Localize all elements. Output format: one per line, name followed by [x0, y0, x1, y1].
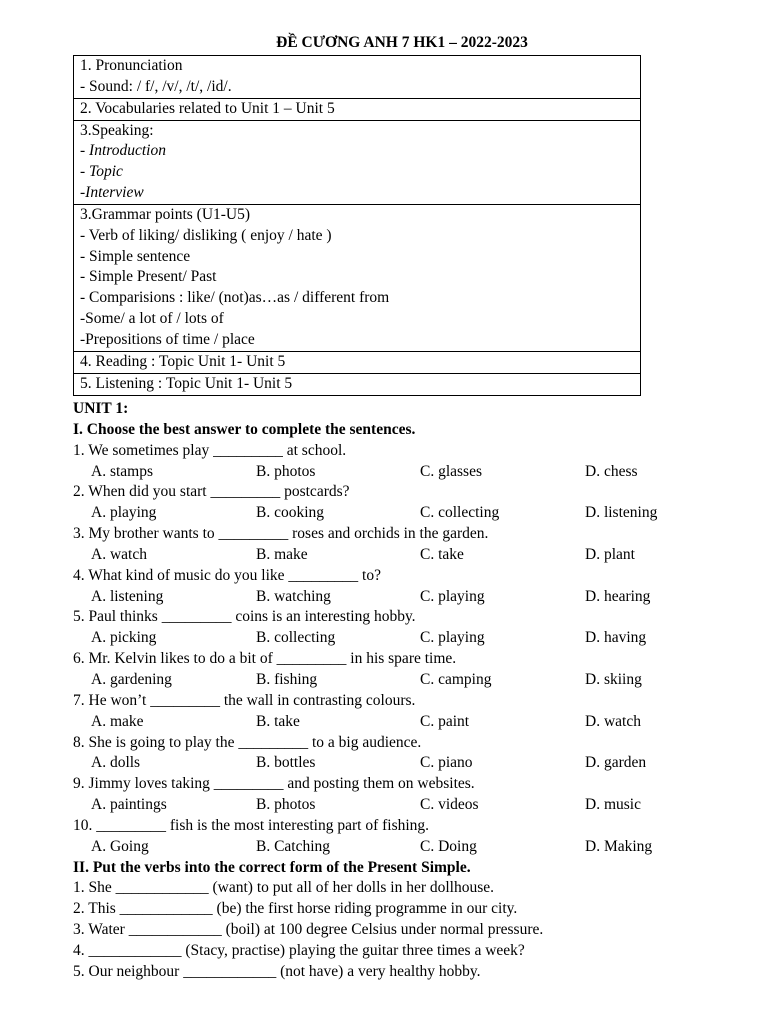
question-list — [73, 441, 753, 858]
verb-item-list — [73, 878, 753, 982]
option-c: C. playing — [420, 629, 485, 647]
option-d: D. Making — [585, 837, 653, 855]
outline-cell — [74, 98, 641, 120]
outline-cell — [74, 373, 641, 395]
option-d: D. chess — [585, 462, 638, 480]
option-c: C. playing — [420, 587, 485, 605]
answer-options — [73, 545, 753, 566]
outline-cell — [74, 351, 641, 373]
outline-row — [74, 351, 641, 373]
option-a: A. gardening — [91, 670, 172, 688]
option-c: C. camping — [420, 670, 492, 688]
outline-row — [74, 373, 641, 395]
outline-row — [74, 120, 641, 204]
question-text: 3. My brother wants to _________ roses and orchids in the garden. — [73, 525, 489, 543]
outline-table — [73, 55, 641, 396]
option-d: D. plant — [585, 545, 635, 563]
option-b: B. fishing — [256, 670, 318, 688]
verb-item: 3. Water ____________ (boil) at 100 degree Celsius under normal pressure. — [73, 921, 544, 939]
verb-item: 1. She ____________ (want) to put all of her dolls in her dollhouse. — [73, 879, 495, 897]
exercise-content — [73, 399, 753, 983]
outline-cell — [74, 120, 641, 204]
option-b: B. Catching — [256, 837, 331, 855]
outline-row — [74, 56, 641, 99]
option-c: C. Doing — [420, 837, 477, 855]
option-a: A. Going — [91, 837, 149, 855]
answer-options — [73, 753, 753, 774]
answer-options — [73, 670, 753, 691]
option-b: B. take — [256, 712, 300, 730]
outline-line: - Simple sentence — [80, 247, 191, 265]
answer-options — [73, 587, 753, 608]
option-a: A. paintings — [91, 796, 167, 814]
option-c: C. piano — [420, 754, 473, 772]
outline-line: 5. Listening : Topic Unit 1- Unit 5 — [80, 374, 293, 392]
option-d: D. skiing — [585, 670, 642, 688]
option-d: D. garden — [585, 754, 647, 772]
outline-line: -Some/ a lot of / lots of — [80, 310, 224, 328]
outline-line: - Introduction — [80, 142, 166, 160]
outline-line: - Sound: / f/, /v/, /t/, /id/. — [80, 77, 232, 95]
outline-row — [74, 98, 641, 120]
option-a: A. watch — [91, 545, 147, 563]
verb-item: 2. This ____________ (be) the first horse riding programme in our city. — [73, 900, 518, 918]
outline-line: 3.Grammar points (U1-U5) — [80, 205, 251, 223]
outline-line: - Simple Present/ Past — [80, 268, 217, 286]
option-c: C. paint — [420, 712, 470, 730]
option-b: B. bottles — [256, 754, 316, 772]
page-title: ĐỀ CƯƠNG ANH 7 HK1 – 2022-2023 — [276, 34, 528, 51]
question-text: 1. We sometimes play _________ at school. — [73, 441, 347, 459]
outline-line: 4. Reading : Topic Unit 1- Unit 5 — [80, 352, 286, 370]
option-a: A. picking — [91, 629, 157, 647]
answer-options — [73, 462, 753, 483]
question-text: 8. She is going to play the _________ to a big audience. — [73, 733, 422, 751]
option-d: D. having — [585, 629, 647, 647]
verb-item: 5. Our neighbour ____________ (not have) a very healthy hobby. — [73, 962, 481, 980]
option-a: A. make — [91, 712, 144, 730]
outline-cell — [74, 204, 641, 351]
question-text: 10. _________ fish is the most interesting part of fishing. — [73, 816, 430, 834]
answer-options — [73, 712, 753, 733]
outline-line: - Topic — [80, 163, 123, 181]
outline-line: 3.Speaking: — [80, 121, 154, 139]
option-d: D. listening — [585, 504, 658, 522]
option-b: B. make — [256, 545, 308, 563]
option-c: C. videos — [420, 796, 479, 814]
option-c: C. collecting — [420, 504, 500, 522]
verb-item: 4. ____________ (Stacy, practise) playing the guitar three times a week? — [73, 941, 525, 959]
outline-line: - Verb of liking/ disliking ( enjoy / hate ) — [80, 226, 332, 244]
option-d: D. music — [585, 796, 641, 814]
question-text: 9. Jimmy loves taking _________ and posting them on websites. — [73, 775, 475, 793]
option-b: B. photos — [256, 462, 316, 480]
option-a: A. stamps — [91, 462, 153, 480]
option-d: D. hearing — [585, 587, 651, 605]
option-c: C. take — [420, 545, 464, 563]
outline-line: 1. Pronunciation — [80, 57, 183, 74]
outline-cell — [74, 56, 641, 99]
question-text: 6. Mr. Kelvin likes to do a bit of _________ in his spare time. — [73, 650, 457, 668]
question-text: 7. He won’t _________ the wall in contrasting colours. — [73, 691, 416, 709]
section2-heading: II. Put the verbs into the correct form of the Present Simple. — [73, 858, 471, 876]
option-a: A. listening — [91, 587, 164, 605]
answer-options — [73, 503, 753, 524]
question-text: 2. When did you start _________ postcards? — [73, 483, 350, 501]
answer-options — [73, 795, 753, 816]
option-a: A. playing — [91, 504, 157, 522]
section1-heading: I. Choose the best answer to complete the sentences. — [73, 420, 416, 438]
outline-line: -Interview — [80, 184, 144, 202]
outline-line: 2. Vocabularies related to Unit 1 – Unit 5 — [80, 99, 335, 117]
option-b: B. watching — [256, 587, 331, 605]
answer-options — [73, 837, 753, 858]
outline-line: -Prepositions of time / place — [80, 330, 255, 348]
outline-line: - Comparisions : like/ (not)as…as / different from — [80, 289, 390, 307]
unit-heading: UNIT 1: — [73, 400, 129, 417]
option-b: B. photos — [256, 796, 316, 814]
answer-options — [73, 628, 753, 649]
outline-row — [74, 204, 641, 351]
question-text: 4. What kind of music do you like _________ to? — [73, 566, 381, 584]
option-a: A. dolls — [91, 754, 141, 772]
option-b: B. collecting — [256, 629, 336, 647]
option-b: B. cooking — [256, 504, 325, 522]
option-c: C. glasses — [420, 462, 482, 480]
question-text: 5. Paul thinks _________ coins is an interesting hobby. — [73, 608, 416, 626]
option-d: D. watch — [585, 712, 641, 730]
